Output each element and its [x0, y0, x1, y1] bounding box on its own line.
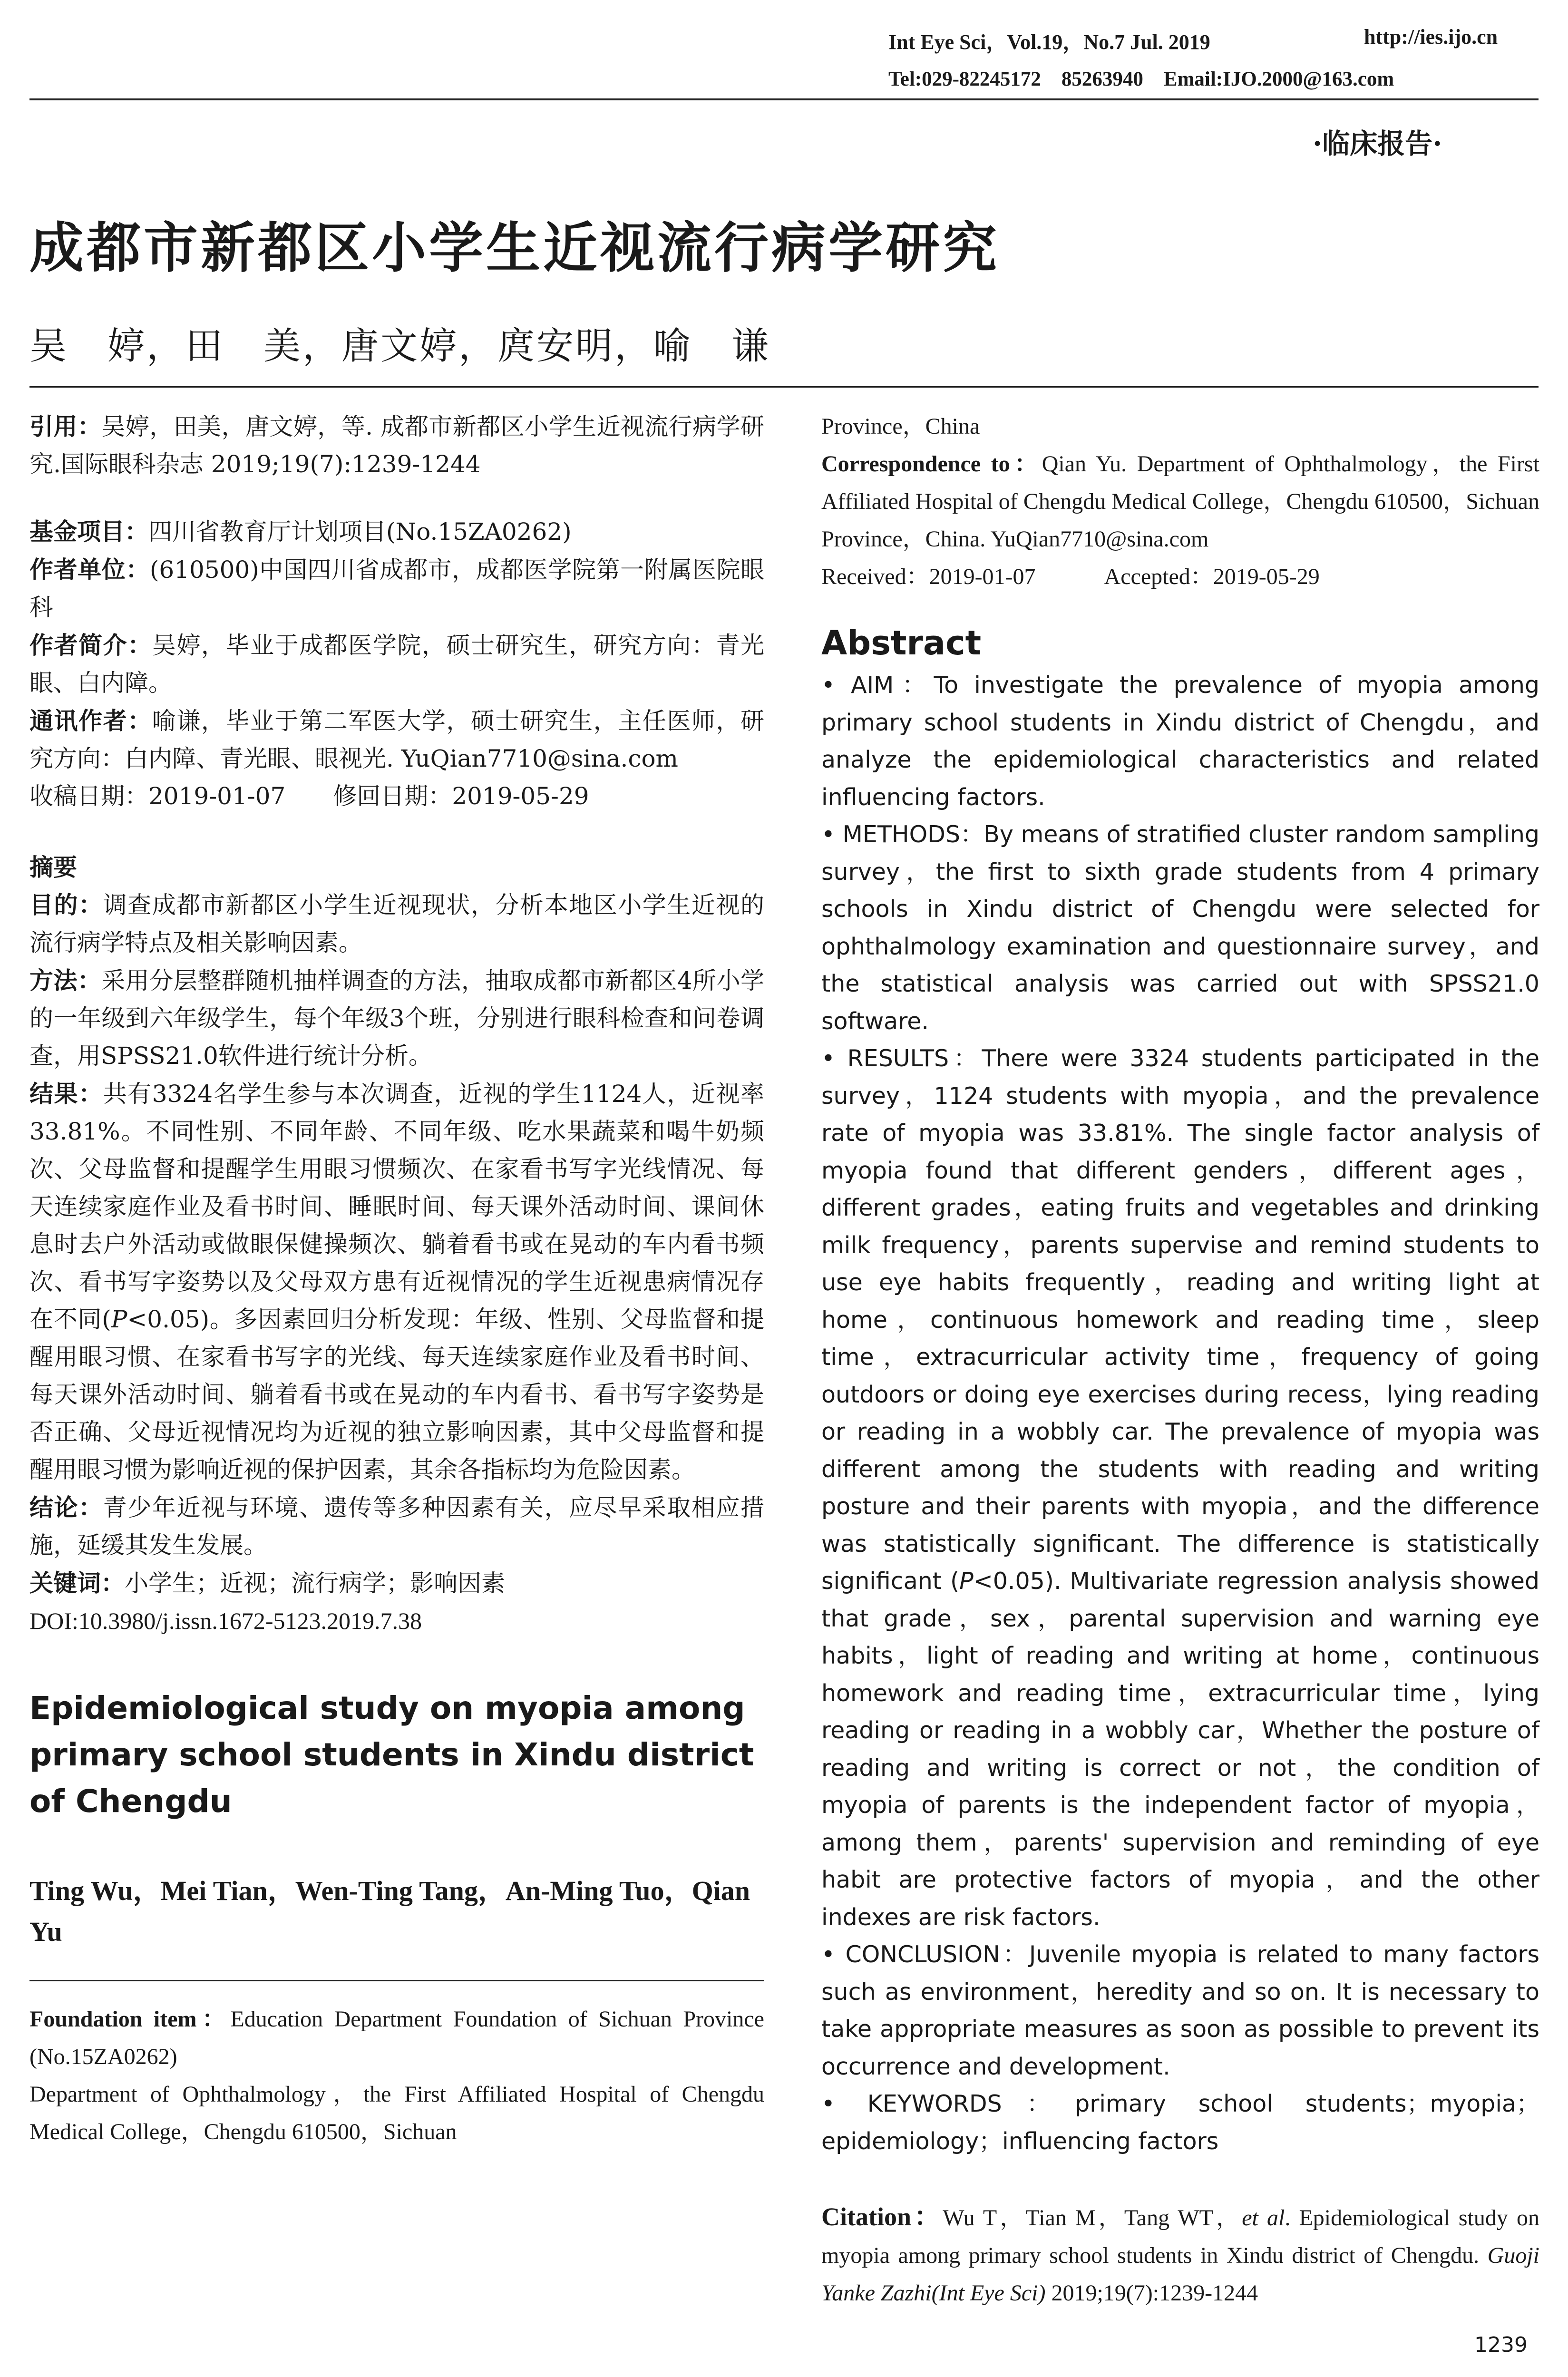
correspondence-label: Correspondence to：: [821, 451, 1042, 477]
fund-label: 基金项目：: [29, 517, 148, 546]
right-column: [821, 408, 1539, 2312]
results-text-a: There were 3324 students participated in the survey，1124 students with myopia，and the prevalence rate of myopia was 33.81%. The single factor analysis of myopia found that different genders，different ages，different grades，eating fruits and vegetables and drinking milk frequency，parents supervise and remind students to use eye habits frequently，reading and writing light at home，continuous homework and reading time，sleep time，extracurricular activity time，frequency of going outdoors or doing eye exercises during recess，lying reading or reading in a wobbly car. The prevalence of myopia was different among the students with reading and writing posture and their parents with myopia，and the difference was statistically significant. The difference is statistically significant (: [821, 1045, 1539, 1595]
fund-text: 四川省教育厅计划项目(No.15ZA0262): [148, 518, 572, 546]
keywords-cn: [29, 1564, 764, 1602]
methods-en: [821, 816, 1539, 1040]
conclusion-cn: [29, 1489, 764, 1564]
section-label: ·临床报告·: [1313, 127, 1442, 160]
aim-label: • AIM：: [821, 672, 934, 699]
doi[interactable]: DOI:10.3980/j.issn.1672-5123.2019.7.38: [29, 1607, 422, 1634]
bio-text: 吴婷，毕业于成都医学院，硕士研究生，研究方向：青光眼、白内障。: [29, 632, 765, 697]
citation-cn: [29, 408, 764, 483]
objective-label: 目的：: [29, 891, 103, 919]
fund-cn: [29, 513, 764, 551]
keywords-label: 关键词：: [29, 1569, 125, 1597]
contact-line: Tel:029-82245172 85263940 Email:IJO.2000@163.com: [888, 68, 1394, 90]
aim-text: To investigate the prevalence of myopia among primary school students in Xindu district of Chengdu，and analyze the epidemiological characteristics and related influencing factors.: [821, 672, 1540, 811]
correspondence-en: [821, 445, 1539, 558]
department-en: Department of Ophthalmology，the First Affiliated Hospital of Chengdu Medical College，Chengdu 610500，Sichuan: [29, 2082, 764, 2144]
page-title: 成都市新都区小学生近视流行病学研究: [29, 216, 1000, 280]
journal-url[interactable]: http://ies.ijo.cn: [1364, 25, 1498, 49]
received-line: Received：2019-01-07 Accepted：2019-05-29: [821, 564, 1320, 589]
corr-label: 通讯作者：: [29, 707, 152, 735]
conclusion-en: [821, 1936, 1539, 2085]
results-en: [821, 1040, 1539, 1936]
citation-en: [821, 2198, 1539, 2312]
citation-en-label: Citation：: [821, 2202, 943, 2231]
objective-cn: [29, 886, 764, 962]
results-p-symbol: P: [959, 1568, 974, 1595]
result-cn: [29, 1075, 764, 1489]
authors-cn: 吴 婷，田 美，唐文婷，庹安明，喻 谦: [29, 325, 771, 368]
citation-en-c: 2019;19(7):1239-1244: [1045, 2280, 1258, 2306]
foundation-en: [29, 2000, 764, 2075]
province-line: Province，China: [821, 414, 980, 439]
keywords-text: 小学生；近视；流行病学；影响因素: [125, 1569, 505, 1597]
keywords-en-text: primary school students；myopia；epidemiology；influencing factors: [821, 2090, 1539, 2155]
objective-text: 调查成都市新都区小学生近视现状，分析本地区小学生近视的流行病学特点及相关影响因素。: [29, 891, 764, 956]
methods-label: • METHODS：: [821, 821, 984, 848]
citation-en-a: Wu T，Tian M，Tang WT，: [943, 2205, 1242, 2231]
title-rule: [29, 386, 1539, 388]
methods-text: By means of stratified cluster random sampling survey，the first to sixth grade students from 4 primary schools in Xindu district of Chengdu were selected for ophthalmology examination and questionnaire survey，and the statistical analysis was carried out with SPSS21.0 software.: [821, 821, 1539, 1035]
authors-en: Ting Wu，Mei Tian，Wen-Ting Tang，An-Ming Tuo，Qian Yu: [29, 1875, 750, 1947]
method-label: 方法：: [29, 966, 102, 994]
journal-line: Int Eye Sci，Vol.19，No.7 Jul. 2019: [888, 30, 1210, 54]
foundation-label: Foundation item：: [29, 2007, 231, 2032]
method-cn: [29, 962, 764, 1075]
citation-label: 引用：: [29, 412, 102, 440]
corr-text: 喻谦，毕业于第二军医大学，硕士研究生，主任医师，研究方向：白内障、青光眼、眼视光. YuQian7710@sina.com: [29, 707, 765, 772]
bio-cn: [29, 626, 764, 702]
citation-text: 吴婷，田美，唐文婷，等. 成都市新都区小学生近视流行病学研究.国际眼科杂志 2019;19(7):1239-1244: [29, 413, 764, 478]
conclusion-text: 青少年近视与环境、遗传等多种因素有关，应尽早采取相应措施，延缓其发生发展。: [29, 1494, 764, 1559]
method-text: 采用分层整群随机抽样调查的方法，抽取成都市新都区4所小学的一年级到六年级学生，每个年级3个班，分别进行眼科检查和问卷调查，用SPSS21.0软件进行统计分析。: [29, 967, 765, 1070]
results-text-b: <0.05). Multivariate regression analysis showed that grade，sex，parental supervision and warning eye habits，light of reading and writing at home，continuous homework and reading time，extracurricular time，lying reading or reading in a wobbly car，Whether the posture of reading and writing is correct or not，the condition of myopia of parents is the independent factor of myopia，among them，parents' supervision and reminding of eye habit are protective factors of myopia，and the other indexes are risk factors.: [821, 1568, 1539, 1931]
title-en: Epidemiological study on myopia among primary school students in Xindu district of Chengdu: [29, 1690, 754, 1820]
abstract-heading-en: Abstract: [821, 623, 982, 662]
abstract-heading-cn: 摘要: [29, 853, 77, 881]
unit-text: (610500)中国四川省成都市，成都医学院第一附属医院眼科: [29, 556, 764, 621]
result-p-symbol: P: [111, 1305, 127, 1333]
citation-en-etal: et al: [1242, 2205, 1285, 2231]
corr-cn: [29, 702, 764, 778]
conclusion-en-label: • CONCLUSION：: [821, 1941, 1029, 1968]
result-text-a: 共有3324名学生参与本次调查，近视的学生1124人，近视率33.81%。不同性别、不同年龄、不同年级、吃水果蔬菜和喝牛奶频次、父母监督和提醒学生用眼习惯频次、在家看书写字光线情况、每天连续家庭作业及看书时间、睡眠时间、每天课外活动时间、课间休息时去户外活动或做眼保健操频次、躺着看书或在晃动的车内看书频次、看书写字姿势以及父母双方患有近视情况的学生近视患病情况存在不同(: [29, 1080, 765, 1333]
unit-label: 作者单位：: [29, 555, 150, 584]
foundation-text: Education Department Foundation of Sichuan Province (No.15ZA0262): [29, 2007, 764, 2069]
aim-en: [821, 667, 1539, 816]
left-column: [29, 408, 764, 2151]
results-label: • RESULTS：: [821, 1045, 982, 1072]
citation-en-b: . Epidemiological study on myopia among primary school students in Xindu district of Chengdu.: [821, 2205, 1540, 2268]
header-rule: [29, 98, 1539, 100]
citation-en-journal: Guoji Yanke Zazhi(Int Eye Sci): [821, 2243, 1539, 2306]
result-text-b: <0.05)。多因素回归分析发现：年级、性别、父母监督和提醒用眼习惯、在家看书写字的光线、每天连续家庭作业及看书时间、每天课外活动时间、躺着看书或在晃动的车内看书、看书写字姿势是否正确、父母近视情况均为近视的独立影响因素，其中父母监督和提醒用眼习惯为影响近视的保护因素，其余各指标均为危险因素。: [29, 1305, 764, 1483]
page-number: 1239: [1474, 2333, 1528, 2357]
keywords-en: [821, 2085, 1539, 2160]
conclusion-en-text: Juvenile myopia is related to many factors such as environment，heredity and so on. It is necessary to take appropriate measures as soon as possible to prevent its occurrence and development.: [821, 1941, 1539, 2080]
dates-cn: 收稿日期：2019-01-07 修回日期：2019-05-29: [29, 782, 589, 810]
correspondence-text: Qian Yu. Department of Ophthalmology，the First Affiliated Hospital of Chengdu Medical College，Chengdu 610500，Sichuan Province，China. YuQian7710@sina.com: [821, 451, 1539, 552]
keywords-en-label: • KEYWORDS：: [821, 2090, 1075, 2117]
result-label: 结果：: [29, 1080, 103, 1108]
conclusion-label: 结论：: [29, 1493, 103, 1521]
unit-cn: [29, 551, 764, 626]
bio-label: 作者简介：: [29, 631, 152, 659]
